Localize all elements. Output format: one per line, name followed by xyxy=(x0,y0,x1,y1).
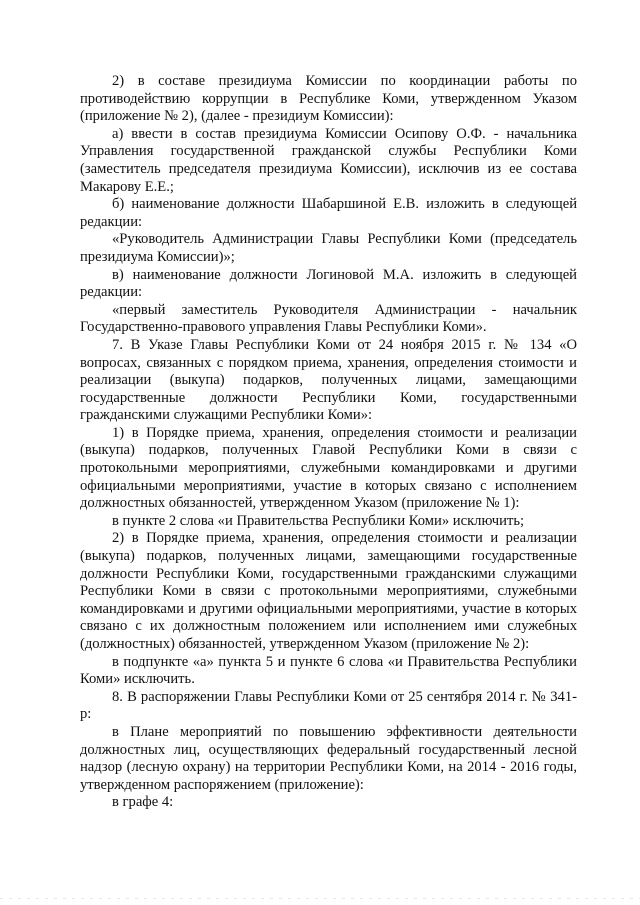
scan-edge-artifact xyxy=(0,898,640,899)
document-body xyxy=(80,73,577,812)
paragraph-2b-quote: «Руководитель Администрации Главы Республики Коми (председатель президиума Комиссии)»; xyxy=(80,231,577,265)
paragraph-7-1-point-2: в пункте 2 слова «и Правительства Республики Коми» исключить; xyxy=(112,512,525,529)
paragraph-2a-osipova: а) ввести в состав президиума Комиссии Осипову О.Ф. - начальника Управления государственной гражданской службы Республики Коми (заместитель председателя президиума Комиссии), исключив из ее состава Макарову Е.Е.; xyxy=(80,125,577,195)
paragraph-7-2-point-5: в подпункте «а» пункта 5 и пункте 6 слова «и Правительства Республики Коми» исключить. xyxy=(80,653,577,688)
paragraph-7-decree-134: 7. В Указе Главы Республики Коми от 24 ноября 2015 г. № 134 «О вопросах, связанных с порядком приема, хранения, определения стоимости и реализации (выкупа) подарков, полученных лицами, замещающими государственные должности Республики Коми, государственными гражданскими служащими Республики Коми»: xyxy=(80,336,577,424)
paragraph-2v-loginova: в) наименование должности Логиновой М.А. изложить в следующей редакции: xyxy=(80,266,577,301)
paragraph-8-order-341: 8. В распоряжении Главы Республики Коми от 25 сентября 2014 г. № 341-р: xyxy=(80,688,577,723)
paragraph-2b-shabarshina: б) наименование должности Шабаршиной Е.В. изложить в следующей редакции: xyxy=(80,196,577,230)
paragraph-8-plan: в Плане мероприятий по повышению эффективности деятельности должностных лиц, осуществляющих федеральный государственный лесной надзор (лесную охрану) на территории Республики Коми, на 2014 - 2016 годы, утвержденном распоряжением (приложение): xyxy=(80,723,577,793)
paragraph-7-2-order: 2) в Порядке приема, хранения, определения стоимости и реализации (выкупа) подарков, полученных лицами, замещающими государственные должности Республики Коми, государственными гражданскими служащими Республики Коми в связи с протокольными мероприятиями, служебными командировками и другими официальными мероприятиями, участие в которых связано с их должностным положением или исполнением ими служебных (должностных) обязанностей, утвержденном Указом (приложение № 2): xyxy=(80,530,577,652)
paragraph-2-presidium: 2) в составе президиума Комиссии по координации работы по противодействию коррупции в Республике Коми, утвержденном Указом (приложение № 2), (далее - президиум Комиссии): xyxy=(80,73,577,125)
paragraph-2v-quote: «первый заместитель Руководителя Администрации - начальник Государственно-правового управления Главы Республики Коми». xyxy=(80,301,577,336)
paragraph-7-1-order: 1) в Порядке приема, хранения, определения стоимости и реализации (выкупа) подарков, полученных Главой Республики Коми в связи с протокольными мероприятиями, служебными командировками и другими официальными мероприятиями, участие в которых связано с исполнением должностных обязанностей, утвержденном Указом (приложение № 1): xyxy=(80,424,577,512)
paragraph-8-column-4: в графе 4: xyxy=(112,794,174,811)
